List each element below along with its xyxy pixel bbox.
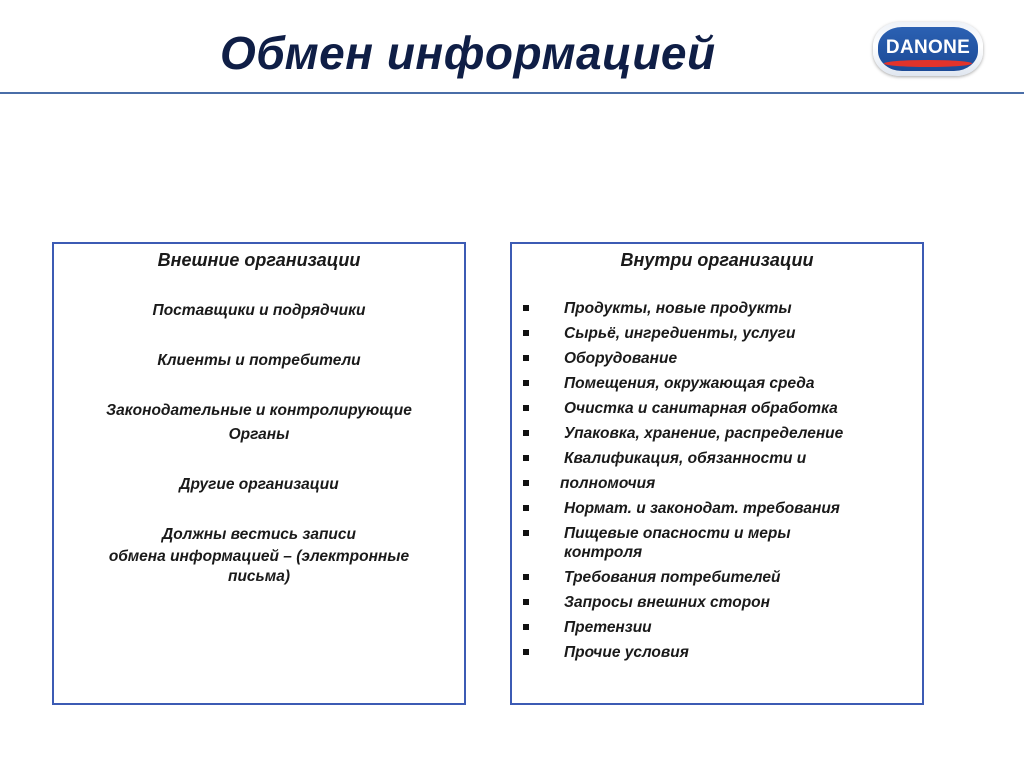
- list-item-text: полномочия: [560, 475, 656, 492]
- bullet-icon: [523, 505, 529, 511]
- danone-logo: [873, 22, 983, 76]
- bullet-icon: [523, 480, 529, 486]
- external-list: [54, 299, 464, 587]
- list-item: письма): [227, 568, 290, 585]
- list-item: Клиенты и потребители: [157, 352, 361, 369]
- title-divider: [0, 92, 1024, 94]
- bullet-icon: [523, 305, 529, 311]
- bullet-icon: [523, 455, 529, 461]
- list-item: Поставщики и подрядчики: [152, 302, 366, 319]
- internal-list: [512, 299, 922, 662]
- list-item-text: Очистка и санитарная обработка: [564, 400, 838, 417]
- list-item-text: Упаковка, хранение, распределение: [564, 425, 844, 442]
- list-item: [512, 568, 922, 587]
- list-item: [512, 449, 922, 468]
- list-item: [512, 524, 922, 562]
- list-item: [512, 643, 922, 662]
- slide-title: Обмен информацией: [220, 27, 716, 79]
- list-item: Органы: [228, 426, 290, 443]
- bullet-icon: [523, 330, 529, 336]
- bullet-icon: [523, 649, 529, 655]
- logo-swoosh-icon: [884, 60, 972, 67]
- list-item: [512, 374, 922, 393]
- list-item: Законодательные и контролирующие: [106, 402, 412, 419]
- list-item: [512, 474, 922, 493]
- internal-organizations-box: [510, 242, 924, 705]
- list-item-text: Сырьё, ингредиенты, услуги: [564, 325, 796, 342]
- list-item-text: Прочие условия: [564, 644, 689, 661]
- list-item: [512, 399, 922, 418]
- list-item-text: Требования потребителей: [564, 569, 781, 586]
- external-heading: Внешние организации: [157, 250, 361, 270]
- bullet-icon: [523, 405, 529, 411]
- list-item: Должны вестись записи: [162, 526, 356, 543]
- list-item: [512, 593, 922, 612]
- bullet-icon: [523, 530, 529, 536]
- bullet-icon: [523, 355, 529, 361]
- list-item-text: Запросы внешних сторон: [564, 594, 770, 611]
- logo-text: DANONE: [885, 37, 971, 58]
- list-item: [512, 324, 922, 343]
- bullet-icon: [523, 599, 529, 605]
- list-item-text: Помещения, окружающая среда: [564, 375, 815, 392]
- list-item-text: Претензии: [564, 619, 652, 636]
- list-item: [512, 424, 922, 443]
- list-item: [512, 499, 922, 518]
- list-item-text: Оборудование: [564, 350, 678, 367]
- list-item-text: Нормат. и законодат. требования: [564, 500, 840, 517]
- logo-badge: [878, 27, 978, 71]
- bullet-icon: [523, 430, 529, 436]
- list-item-text: Продукты, новые продукты: [564, 300, 792, 317]
- list-item: [512, 618, 922, 637]
- list-item-text: Квалификация, обязанности и: [564, 450, 807, 467]
- bullet-icon: [523, 574, 529, 580]
- list-item: Другие организации: [179, 476, 339, 493]
- list-item-text: Пищевые опасности и меры контроля: [564, 525, 791, 561]
- list-item: [512, 349, 922, 368]
- list-item: обмена информацией – (электронные: [108, 548, 410, 565]
- list-item: [512, 299, 922, 318]
- internal-heading: Внутри организации: [620, 250, 814, 270]
- bullet-icon: [523, 380, 529, 386]
- external-organizations-box: [52, 242, 466, 705]
- bullet-icon: [523, 624, 529, 630]
